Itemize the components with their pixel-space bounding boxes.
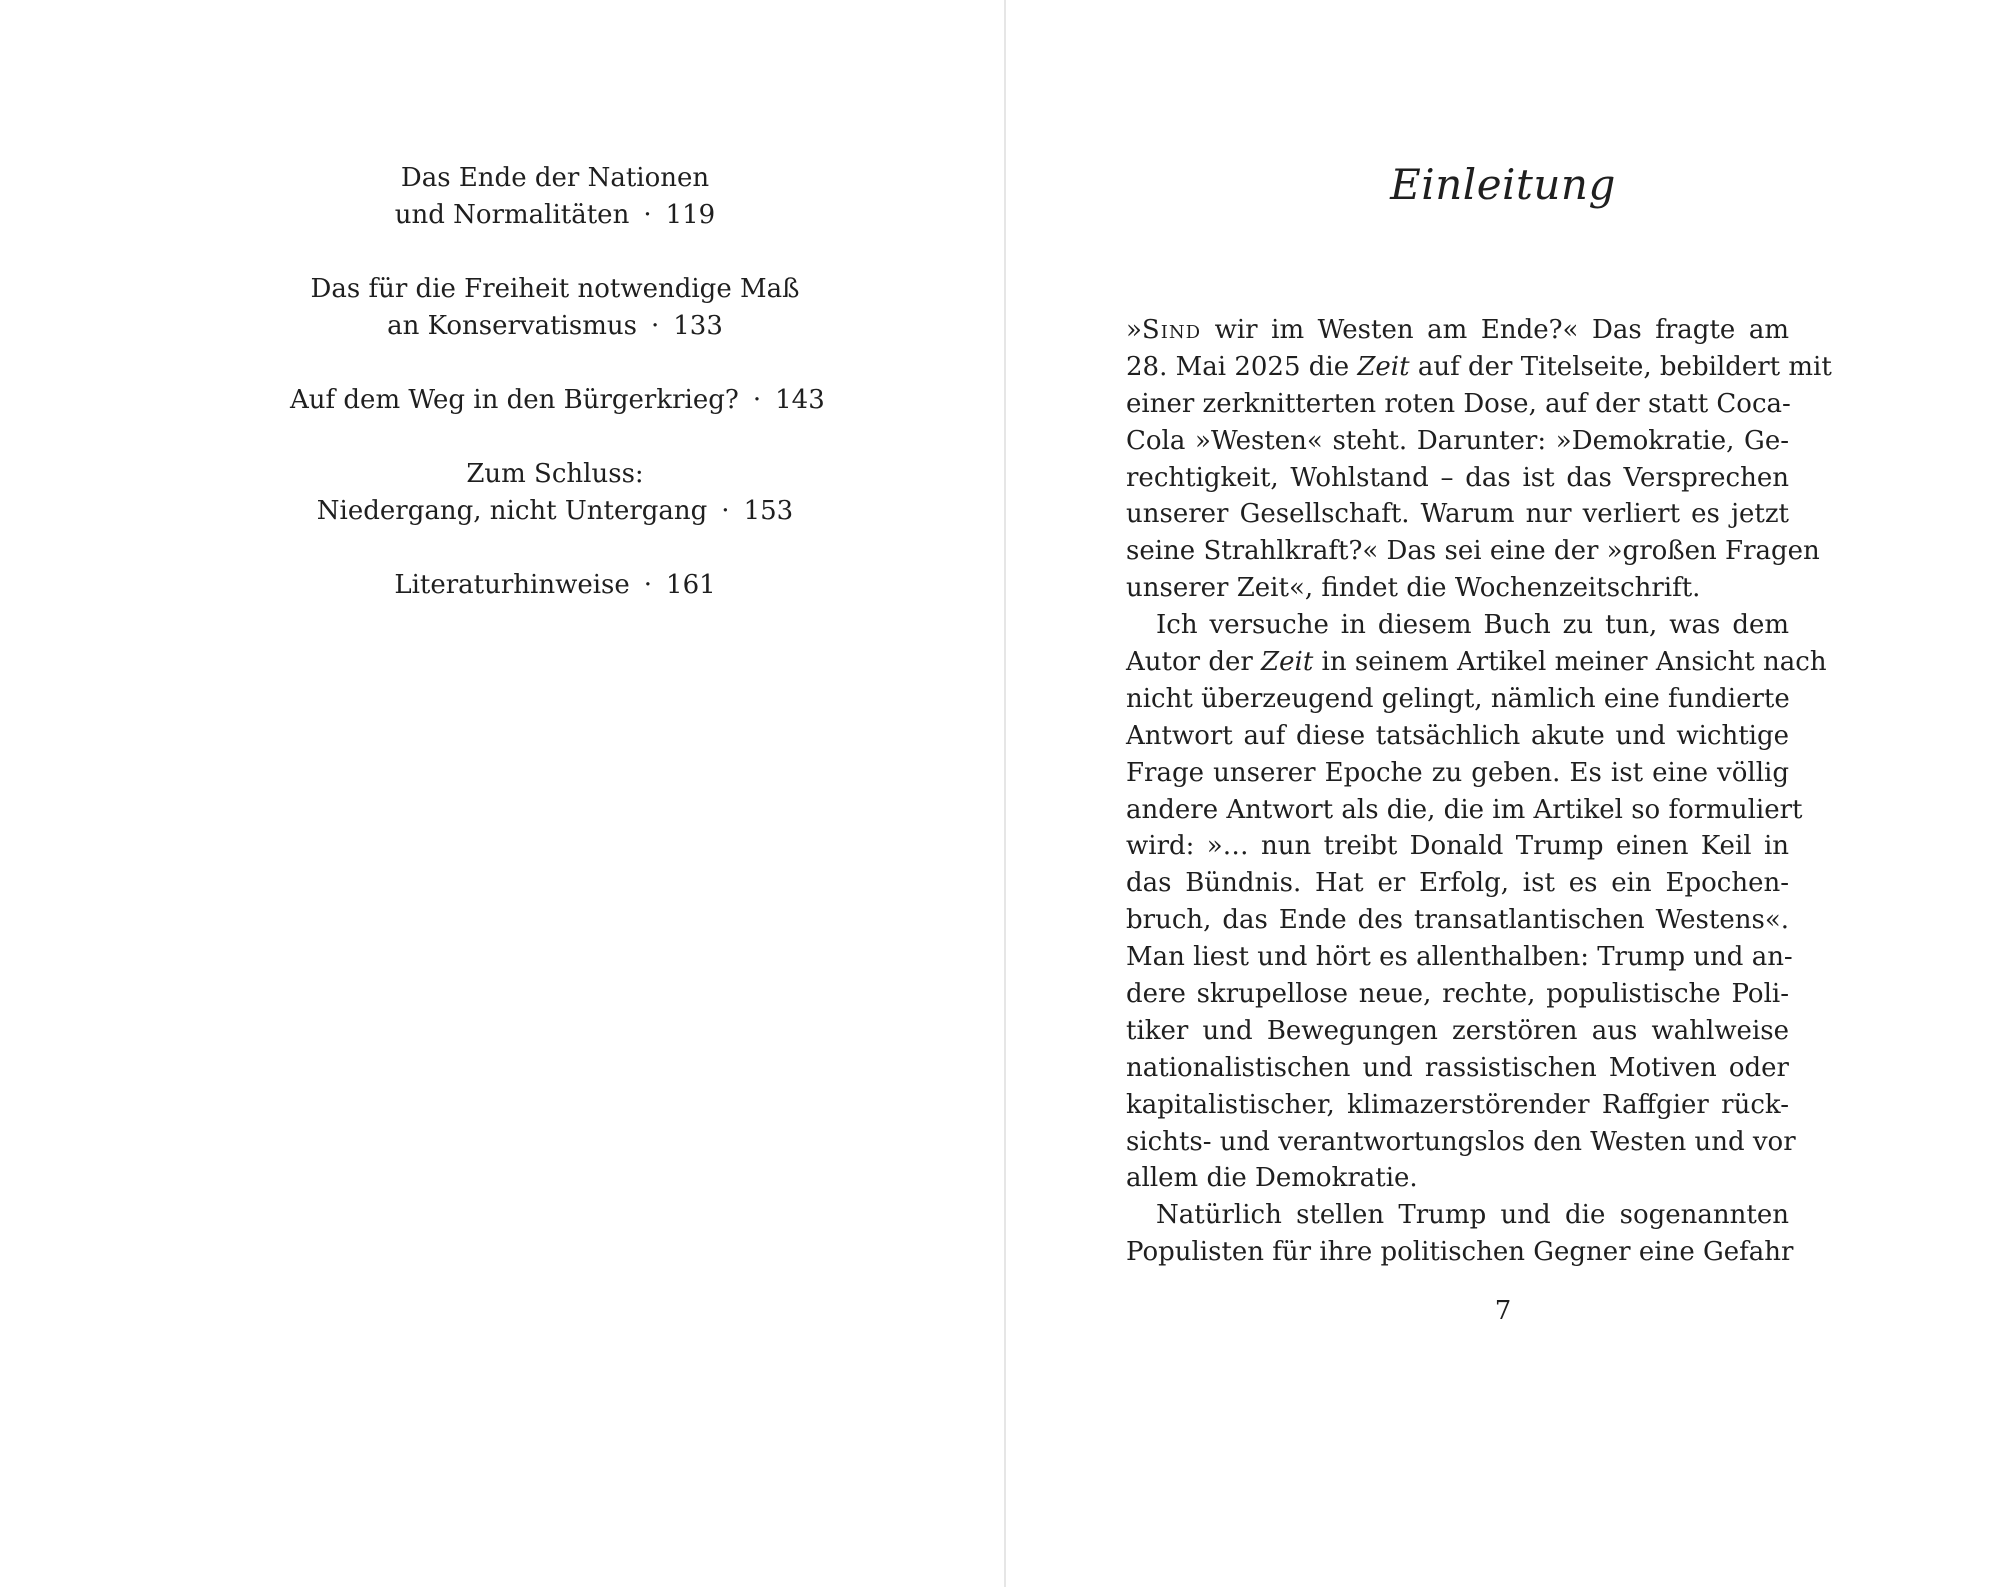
- text-line: [1126, 644, 1827, 681]
- toc-entry-title: und Normalitäten: [394, 200, 630, 230]
- text-line: Natürlich stellen Trump und die sogenannten: [1156, 1200, 1789, 1231]
- text-segment: auf der Titelseite, bebildert mit: [1409, 351, 1832, 382]
- text-line: tiker und Bewegungen zerstören aus wahlweise: [1126, 1015, 1789, 1046]
- toc-separator: ·: [643, 570, 653, 600]
- toc-separator: ·: [643, 200, 652, 230]
- text-line: [1126, 312, 1789, 349]
- toc-entry-title-line: [290, 197, 820, 234]
- toc-entry-title: an Konservatismus: [387, 311, 637, 341]
- text-line: rechtigkeit, Wohlstand – das ist das Versprechen: [1126, 462, 1789, 493]
- text-line: unserer Zeit«, findet die Wochenzeitschrift.: [1126, 573, 1701, 604]
- text-line: Antwort auf diese tatsächlich akute und wichtige: [1126, 720, 1789, 751]
- toc-page-number: 119: [665, 200, 716, 230]
- toc-page-number: 153: [743, 496, 794, 526]
- text-line: Cola »Westen« steht. Darunter: »Demokratie, Ge-: [1126, 425, 1789, 456]
- toc-page-number: 161: [666, 570, 716, 600]
- toc-entry-title-line: [290, 382, 825, 419]
- text-line: unserer Gesellschaft. Warum nur verliert es jetzt: [1126, 499, 1789, 530]
- right-page: [1006, 0, 2000, 1587]
- text-line: dere skrupellose neue, rechte, populistische Poli-: [1126, 979, 1789, 1010]
- italic-term: Zeit: [1357, 351, 1410, 382]
- text-line: wird: »… nun treibt Donald Trump einen Keil in: [1126, 831, 1789, 862]
- text-line: einer zerknitterten roten Dose, auf der statt Coca-: [1126, 388, 1791, 419]
- chapter-body: [1126, 312, 1832, 1271]
- toc-page-number: 133: [673, 311, 723, 341]
- text-line: sichts- und verantwortungslos den Westen und vor: [1126, 1126, 1796, 1157]
- text-line: nationalistischen und rassistischen Motiven oder: [1126, 1052, 1789, 1083]
- text-line: kapitalistischer, klimazerstörender Raffgier rück-: [1126, 1089, 1789, 1120]
- toc-separator: ·: [752, 385, 762, 415]
- text-line: [1126, 349, 1832, 386]
- toc-entry: [290, 271, 820, 345]
- text-segment: Autor der: [1126, 647, 1262, 678]
- text-segment: wir im Westen am Ende?« Das fragte am: [1201, 315, 1789, 345]
- text-line: bruch, das Ende des transatlantischen Westens«.: [1126, 905, 1789, 936]
- text-line: Frage unserer Epoche zu geben. Es ist eine völlig: [1126, 757, 1789, 788]
- toc-entry: [290, 382, 825, 419]
- toc-separator: ·: [650, 311, 660, 341]
- italic-term: Zeit: [1261, 647, 1314, 678]
- toc-entry-title: Niedergang, nicht Untergang: [316, 496, 708, 526]
- text-line: das Bündnis. Hat er Erfolg, ist es ein Epochen-: [1126, 868, 1789, 899]
- toc-entry-title-line: [290, 567, 820, 604]
- toc-entry: [290, 160, 820, 234]
- text-line: nicht überzeugend gelingt, nämlich eine fundierte: [1126, 683, 1790, 714]
- toc-entry-title: Zum Schluss:: [466, 459, 644, 489]
- text-line: Man liest und hört es allenthalben: Trump und an-: [1126, 942, 1793, 973]
- toc-separator: ·: [721, 496, 730, 526]
- toc-entry-title: Auf dem Weg in den Bürgerkrieg?: [290, 385, 739, 415]
- text-line: Populisten für ihre politischen Gegner eine Gefahr: [1126, 1237, 1794, 1268]
- toc-entry-title: Das Ende der Nationen: [400, 163, 710, 193]
- text-line: seine Strahlkraft?« Das sei eine der »großen Fragen: [1126, 536, 1820, 567]
- text-segment: in seinem Artikel meiner Ansicht nach: [1313, 647, 1827, 678]
- toc-entry-title-line: [290, 493, 820, 530]
- text-segment: 28. Mai 2025 die: [1126, 351, 1358, 382]
- small-caps-opening: Sind: [1141, 315, 1202, 345]
- text-line: Ich versuche in diesem Buch zu tun, was dem: [1156, 610, 1789, 641]
- table-of-contents: [290, 160, 825, 641]
- toc-entry: [290, 567, 820, 604]
- toc-entry-title: Das für die Freiheit notwendige Maß: [310, 274, 800, 304]
- text-line: allem die Demokratie.: [1126, 1163, 1418, 1194]
- toc-page-number: 143: [775, 385, 825, 415]
- toc-entry-title-line: [290, 308, 820, 345]
- toc-entry-title: Literaturhinweise: [394, 570, 630, 600]
- text-line: andere Antwort als die, die im Artikel so formuliert: [1126, 794, 1803, 825]
- page-number: 7: [1494, 1296, 1512, 1326]
- chapter-title: Einleitung: [1390, 160, 1616, 209]
- quote-mark: »: [1126, 315, 1142, 345]
- toc-entry: [290, 456, 820, 530]
